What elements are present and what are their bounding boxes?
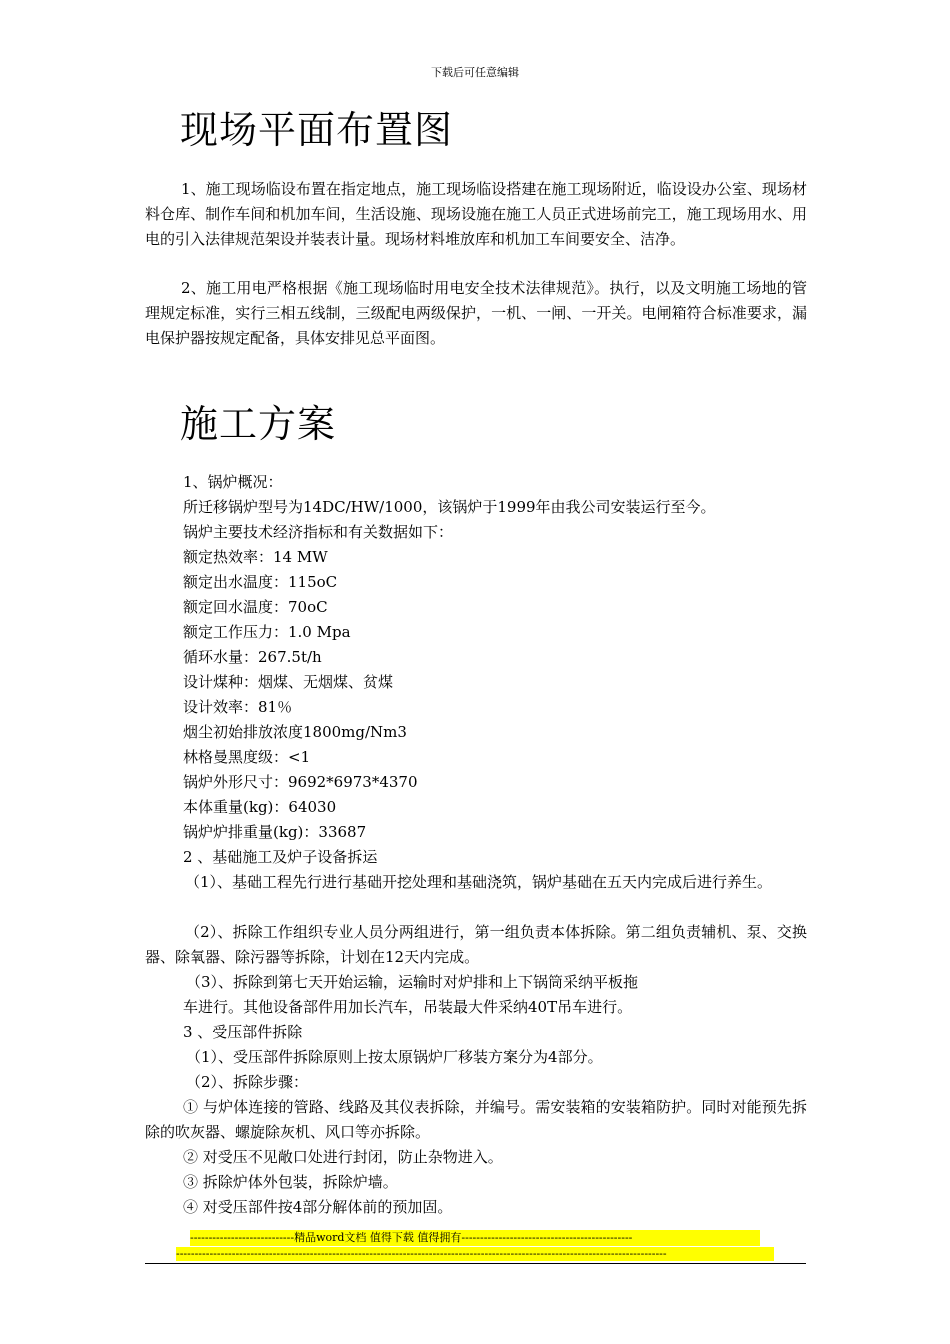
removal-step-3: ③ 拆除炉体外包装，拆除炉墙。 — [183, 1173, 398, 1191]
section-title-site-layout: 现场平面布置图 — [180, 108, 454, 152]
spec-return-water-temp: 额定回水温度：70oC — [183, 598, 328, 616]
pressure-parts-item-1: （1）、受压部件拆除原则上按太原锅炉厂移装方案分为4部分。 — [186, 1048, 603, 1066]
foundation-item-2: （2）、拆除工作组织专业人员分两组进行，第一组负责本体拆除。第二组负责辅机、泵、交换器、除氧器、除污器等拆除，计划在12天内完成。 — [145, 923, 807, 966]
header-note: 下载后可任意编辑 — [431, 66, 519, 79]
spec-rated-thermal-efficiency: 额定热效率：14 MW — [183, 548, 328, 566]
boiler-overview-heading: 1、锅炉概况： — [183, 473, 283, 491]
spec-dust-emission: 烟尘初始排放浓度1800mg/Nm3 — [183, 723, 407, 741]
foundation-heading: 2 、基础施工及炉子设备拆运 — [183, 848, 378, 866]
paragraph-site-facilities: 1、施工现场临设布置在指定地点，施工现场临设搭建在施工现场附近，临设设办公室、现场材料仓库、制作车间和机加车间，生活设施、现场设施在施工人员正式进场前完工，施工现场用水、用电的引入法律规范架设并装表计量。现场材料堆放库和机加工车间要安全、洁净。 — [145, 180, 807, 248]
footer-banner-line-1: ----------------------------精品word文档 值得下载 值得拥有---------------------------------------------- — [190, 1230, 760, 1246]
paragraph-power-usage: 2、施工用电严格根据《施工现场临时用电安全技术法律规范》。执行，以及文明施工场地的管理规定标准，实行三相五线制，三级配电两级保护，一机、一闸、一开关。电闸箱符合标准要求，漏电保护器按规定配备，具体安排见总平面图。 — [145, 279, 807, 347]
boiler-spec-intro: 锅炉主要技术经济指标和有关数据如下： — [183, 523, 454, 541]
pressure-parts-heading: 3 、受压部件拆除 — [183, 1023, 303, 1041]
removal-step-4: ④ 对受压部件按4部分解体前的预加固。 — [183, 1198, 453, 1216]
pressure-parts-item-2: （2）、拆除步骤： — [186, 1073, 309, 1091]
foundation-item-1: （1）、基础工程先行进行基础开挖处理和基础浇筑，锅炉基础在五天内完成后进行养生。 — [185, 873, 773, 891]
foundation-item-3-line2: 车进行。其他设备部件用加长汽车，吊装最大件采纳40T吊车进行。 — [183, 998, 633, 1016]
spec-design-efficiency: 设计效率：81％ — [183, 698, 293, 716]
spec-ringelmann: 林格曼黑度级：<1 — [183, 748, 311, 766]
section-title-construction-plan: 施工方案 — [180, 402, 337, 446]
spec-coal-type: 设计煤种：烟煤、无烟煤、贫煤 — [183, 673, 394, 691]
removal-step-1: ① 与炉体连接的管路、线路及其仪表拆除，并编号。需安装箱的安装箱防护。同时对能预先拆除的吹灰器、螺旋除灰机、风口等亦拆除。 — [145, 1098, 807, 1141]
footer-divider — [145, 1263, 806, 1264]
foundation-item-3-line1: （3）、拆除到第七天开始运输，运输时对炉排和上下锅筒采纳平板拖 — [186, 973, 639, 991]
boiler-model-line: 所迁移锅炉型号为14DC/HW/1000，该锅炉于1999年由我公司安装运行至今。 — [183, 498, 716, 516]
footer-banner-line-2: ------------------------------------------------------------------------------------------------------------------------------------ — [176, 1247, 774, 1261]
spec-outlet-water-temp: 额定出水温度：115oC — [183, 573, 338, 591]
removal-step-2: ② 对受压不见敞口处进行封闭，防止杂物进入。 — [183, 1148, 503, 1166]
spec-body-weight: 本体重量(kg)：64030 — [183, 798, 337, 816]
spec-circulating-water: 循环水量：267.5t/h — [183, 648, 322, 666]
spec-grate-weight: 锅炉炉排重量(kg)：33687 — [183, 823, 367, 841]
spec-working-pressure: 额定工作压力：1.0 Mpa — [183, 623, 351, 641]
spec-dimensions: 锅炉外形尺寸：9692*6973*4370 — [183, 773, 418, 791]
